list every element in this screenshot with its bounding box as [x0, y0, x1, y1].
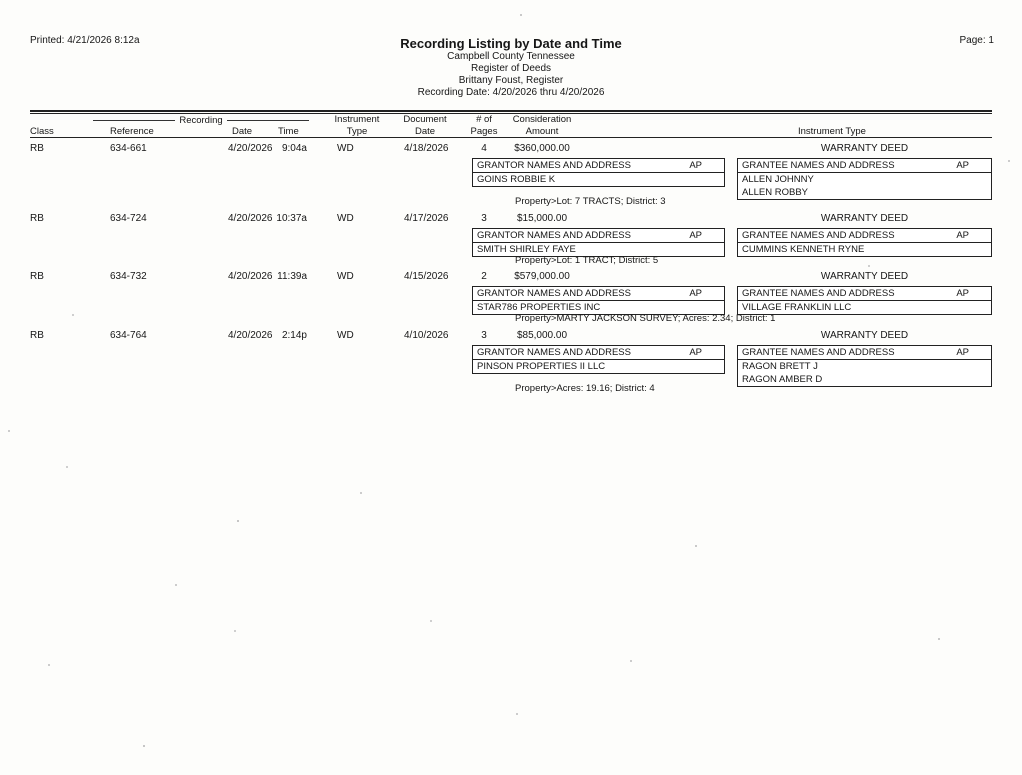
record-date: 4/20/2026 [228, 271, 273, 282]
record-instrument-type: WARRANTY DEED [820, 330, 909, 341]
record-date: 4/20/2026 [228, 330, 273, 341]
grantee-header-label: GRANTEE NAMES AND ADDRESS [742, 159, 895, 171]
property-description: Property>Acres: 19.16; District: 4 [515, 383, 655, 394]
grantee-box [737, 158, 992, 200]
recording-group-label: Recording [179, 114, 223, 126]
record-document-date: 4/17/2026 [404, 213, 449, 224]
record-document-date: 4/18/2026 [404, 143, 449, 154]
grantor-header-label: GRANTOR NAMES AND ADDRESS [477, 346, 631, 358]
col-header-date: Date [232, 126, 253, 137]
record-class: RB [30, 330, 44, 341]
property-description: Property>Lot: 1 TRACT; District: 5 [515, 255, 659, 266]
record-page-count: 2 [481, 271, 487, 282]
grantee-box-header [738, 287, 991, 301]
grantor-box-header [473, 229, 724, 243]
property-description: Property>MARTY JACKSON SURVEY; Acres: 2.34; District: 1 [515, 313, 776, 324]
report-title: Recording Listing by Date and Time [400, 36, 622, 51]
grantor-ap-label: AP [689, 346, 702, 358]
grantee-name: RAGON AMBER D [742, 374, 823, 385]
record-class: RB [30, 143, 44, 154]
grantor-header-label: GRANTOR NAMES AND ADDRESS [477, 287, 631, 299]
grantor-ap-label: AP [689, 229, 702, 241]
grantee-ap-label: AP [956, 159, 969, 171]
record-class: RB [30, 271, 44, 282]
grantee-box [737, 228, 992, 257]
grantor-header-label: GRANTOR NAMES AND ADDRESS [477, 229, 631, 241]
col-header-numof: # of [476, 114, 492, 125]
recording-group-header [93, 114, 309, 126]
grantee-box [737, 286, 992, 315]
grantee-ap-label: AP [956, 229, 969, 241]
grantee-ap-label: AP [956, 287, 969, 299]
grantee-name: ALLEN JOHNNY [742, 174, 814, 185]
record-consideration-amount: $85,000.00 [516, 330, 568, 341]
grantor-box-header [473, 346, 724, 360]
record-reference: 634-732 [110, 271, 147, 282]
grantee-name: RAGON BRETT J [742, 361, 818, 372]
register-name: Brittany Foust, Register [458, 75, 564, 86]
dash-line-right [227, 120, 309, 121]
col-header-class: Class [30, 126, 54, 137]
record-instrument-type: WARRANTY DEED [820, 271, 909, 282]
col-header-document-date: Date [414, 126, 436, 137]
grantor-box [472, 228, 725, 257]
grantor-header-label: GRANTOR NAMES AND ADDRESS [477, 159, 631, 171]
header-rule-bottom [30, 137, 992, 138]
record-page-count: 3 [481, 330, 487, 341]
record-consideration-amount: $579,000.00 [514, 271, 570, 282]
record-time: 11:39a [277, 271, 307, 282]
grantor-name: STAR786 PROPERTIES INC [477, 302, 601, 313]
record-page-count: 3 [481, 213, 487, 224]
record-document-date: 4/15/2026 [404, 271, 449, 282]
col-header-reference: Reference [110, 126, 154, 137]
grantor-ap-label: AP [689, 287, 702, 299]
record-class: RB [30, 213, 44, 224]
grantor-box [472, 345, 725, 374]
grantor-box-header [473, 287, 724, 301]
col-header-pages: Pages [470, 126, 498, 137]
col-header-time: Time [278, 126, 299, 137]
grantee-header-label: GRANTEE NAMES AND ADDRESS [742, 346, 895, 358]
grantor-ap-label: AP [689, 159, 702, 171]
record-page-count: 4 [481, 143, 487, 154]
office-name: Register of Deeds [470, 63, 552, 74]
col-header-consideration: Consideration [512, 114, 572, 125]
record-reference: 634-724 [110, 213, 147, 224]
grantee-box-header [738, 159, 991, 173]
grantor-name: PINSON PROPERTIES II LLC [477, 361, 606, 372]
page-number: Page: 1 [959, 35, 994, 46]
grantee-name: ALLEN ROBBY [742, 187, 808, 198]
record-time: 10:37a [276, 213, 307, 224]
grantee-header-label: GRANTEE NAMES AND ADDRESS [742, 229, 895, 241]
grantor-name: SMITH SHIRLEY FAYE [477, 244, 576, 255]
grantee-box [737, 345, 992, 387]
record-instrument-type: WARRANTY DEED [820, 213, 909, 224]
grantor-box-header [473, 159, 724, 173]
dash-line-left [93, 120, 175, 121]
col-header-instrument: Instrument [334, 114, 380, 125]
record-date: 4/20/2026 [228, 143, 273, 154]
record-reference: 634-661 [110, 143, 147, 154]
record-consideration-amount: $360,000.00 [514, 143, 570, 154]
record-instrument-code: WD [337, 213, 354, 224]
record-instrument-code: WD [337, 143, 354, 154]
grantee-name: CUMMINS KENNETH RYNE [742, 244, 865, 255]
col-header-instrument-type-code: Type [346, 126, 368, 137]
col-header-instrument-type: Instrument Type [798, 126, 866, 137]
grantor-box [472, 286, 725, 315]
col-header-document: Document [403, 114, 447, 125]
record-instrument-type: WARRANTY DEED [820, 143, 909, 154]
grantee-box-header [738, 346, 991, 360]
record-document-date: 4/10/2026 [404, 330, 449, 341]
record-time: 9:04a [281, 143, 307, 154]
grantor-box [472, 158, 725, 187]
record-instrument-code: WD [337, 271, 354, 282]
scan-noise [0, 0, 2, 2]
recording-date-range: Recording Date: 4/20/2026 thru 4/20/2026 [417, 87, 605, 98]
grantee-ap-label: AP [956, 346, 969, 358]
record-reference: 634-764 [110, 330, 147, 341]
record-time: 2:14p [281, 330, 307, 341]
grantee-header-label: GRANTEE NAMES AND ADDRESS [742, 287, 895, 299]
county-name: Campbell County Tennessee [447, 51, 575, 62]
record-instrument-code: WD [337, 330, 354, 341]
printed-timestamp: Printed: 4/21/2026 8:12a [30, 35, 140, 46]
property-description: Property>Lot: 7 TRACTS; District: 3 [515, 196, 666, 207]
record-consideration-amount: $15,000.00 [516, 213, 568, 224]
grantor-name: GOINS ROBBIE K [477, 174, 556, 185]
grantee-box-header [738, 229, 991, 243]
record-date: 4/20/2026 [228, 213, 273, 224]
grantee-name: VILLAGE FRANKLIN LLC [742, 302, 852, 313]
col-header-amount: Amount [525, 126, 559, 137]
